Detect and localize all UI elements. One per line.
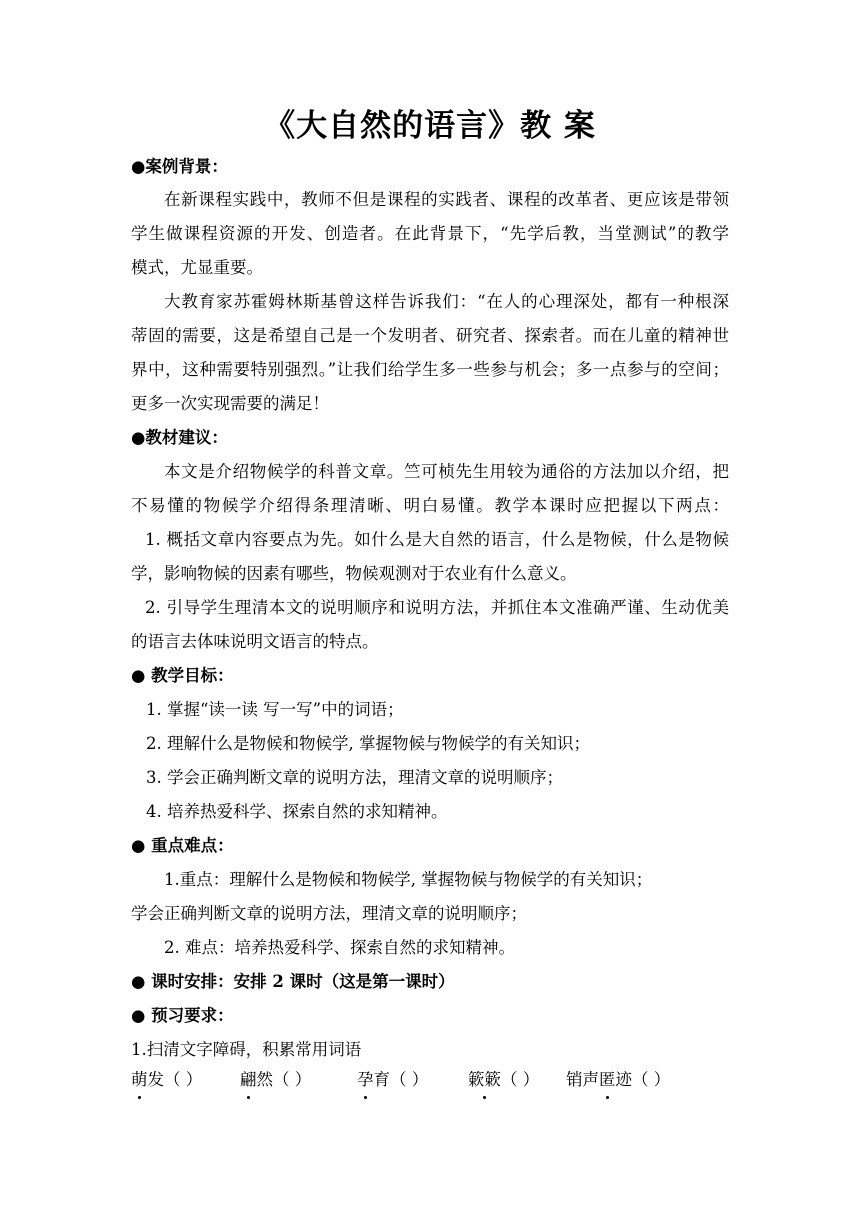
key-point-line: 1.重点：理解什么是物候和物候学, 掌握物候与物候学的有关知识； [164,870,653,889]
paragraph-line: 更多一次实现需要的满足！ [131,394,329,413]
heading-material: ●教材建议： [131,428,228,447]
vocab-word-rest: 然（ ） [256,1070,312,1089]
vocab-word [468,1068,539,1092]
key-point-line: 2. 难点：培养热爱科学、探索自然的求知精神。 [164,938,515,957]
heading-background: ●案例背景： [131,157,228,176]
vocab-word-rest: 发（ ） [147,1070,203,1089]
paragraph-line: 的语言去体味说明文语言的特点。 [131,632,379,651]
vocab-word-rest: （ ） [501,1070,540,1089]
paragraph-line: 学生做课程资源的开发、创造者。在此背景下，“先学后教，当堂测试”的教学 [131,224,729,243]
paragraph-line: 本文是介绍物候学的科普文章。竺可桢先生用较为通俗的方法加以介绍，把 [164,462,729,481]
heading-goals: ● 教学目标： [131,666,234,685]
goal-item: 3. 学会正确判断文章的说明方法，理清文章的说明顺序； [146,768,563,787]
goal-item: 2. 理解什么是物候和物候学, 掌握物候与物候学的有关知识； [146,734,590,753]
paragraph-line: 1. 概括文章内容要点为先。如什么是大自然的语言，什么是物候，什么是物候 [145,530,729,549]
page-title: 《大自然的语言》教 案 [264,108,596,144]
paragraph-line: 蒂固的需要，这是希望自己是一个发明者、研究者、探索者。而在儿童的精神世 [131,326,729,345]
vocab-word-pre: 销声 [566,1070,599,1089]
vocab-word [240,1068,311,1092]
paragraph-line: 学，影响物候的因素有哪些，物候观测对于农业有什么意义。 [131,564,577,583]
heading-preview: ● 预习要求： [131,1006,234,1025]
vocab-word [566,1068,670,1092]
heading-schedule: ● 课时安排：安排 2 课时（这是第一课时） [131,972,455,991]
key-point-line: 学会正确判断文章的说明方法，理清文章的说明顺序； [131,904,527,923]
emphasis-dot-char: 簌簌 [468,1068,501,1092]
vocab-word-rest: 迹（ ） [615,1070,671,1089]
emphasis-dot-char: 萌 [131,1068,148,1092]
paragraph-line: 模式，尤显重要。 [131,258,263,277]
paragraph-line: 不易懂的物候学介绍得条理清晰、明白易懂。教学本课时应把握以下两点： [131,496,729,515]
vocab-word-rest: 育（ ） [373,1070,429,1089]
emphasis-dot-char: 匿 [599,1068,616,1092]
heading-key-points: ● 重点难点： [131,836,234,855]
goal-item: 1. 掌握“读一读 写一写”中的词语； [146,700,404,719]
goal-item: 4. 培养热爱科学、探索自然的求知精神。 [146,802,448,821]
paragraph-line: 在新课程实践中，教师不但是课程的实践者、课程的改革者、更应该是带领 [164,190,729,209]
emphasis-dot-char: 翩 [240,1068,257,1092]
vocab-word [131,1068,202,1092]
emphasis-dot-char: 孕 [357,1068,374,1092]
paragraph-line: 2. 引导学生理清本文的说明顺序和说明方法，并抓住本文准确严谨、生动优美 [145,598,729,617]
vocab-word [357,1068,428,1092]
paragraph-line: 大教育家苏霍姆林斯基曾这样告诉我们：“在人的心理深处，都有一种根深 [164,292,729,311]
paragraph-line: 界中，这种需要特别强烈。”让我们给学生多一些参与机会；多一点参与的空间； [131,360,729,379]
preview-line: 1.扫清文字障碍，积累常用词语 [131,1040,362,1059]
